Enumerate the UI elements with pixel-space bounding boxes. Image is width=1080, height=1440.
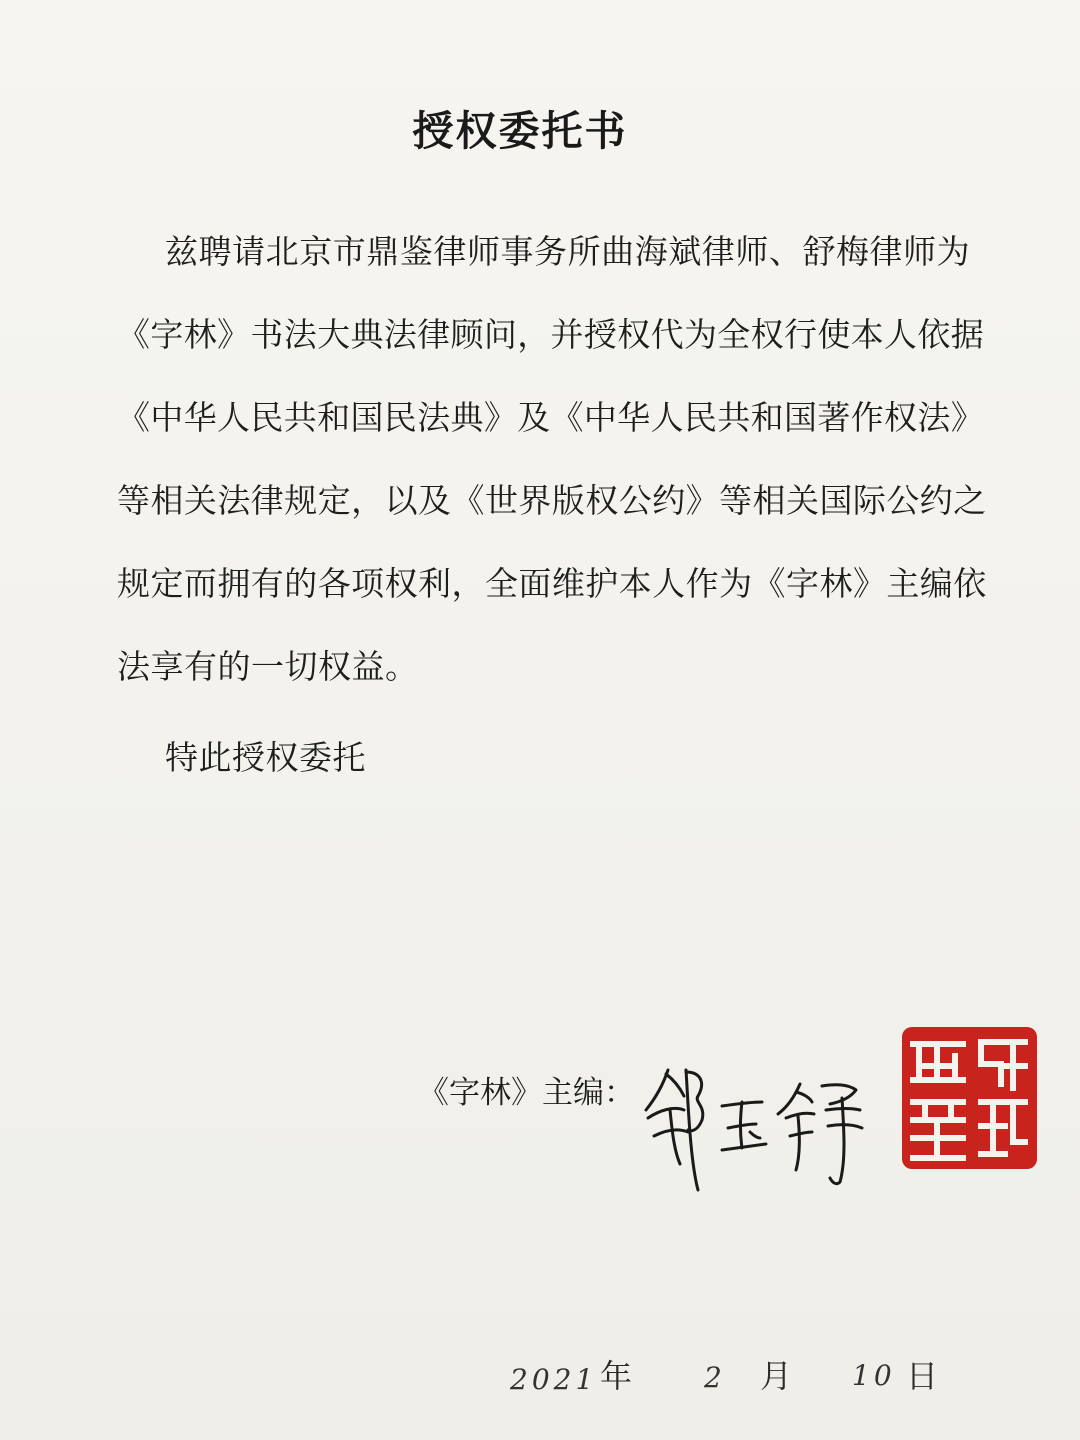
- body-line-5: 规定而拥有的各项权利，全面维护本人作为《字林》主编依: [117, 564, 987, 603]
- date-day-unit: 日: [906, 1357, 939, 1395]
- date-year-unit: 年: [600, 1357, 633, 1395]
- closing-text: 特此授权委托: [165, 738, 366, 777]
- handwritten-signature: [640, 1040, 880, 1200]
- body-line-1: 兹聘请北京市鼎鉴律师事务所曲海斌律师、舒梅律师为: [165, 232, 971, 271]
- body-line-3: 《中华人民共和国民法典》及《中华人民共和国著作权法》: [117, 398, 985, 437]
- signing-date: [0, 1348, 1080, 1408]
- body-line-2: 《字林》书法大典法律顾问，并授权代为全权行使本人依据: [117, 315, 985, 354]
- body-line-6: 法享有的一切权益。: [117, 647, 419, 686]
- date-day: 10: [852, 1359, 896, 1392]
- date-year: 2021: [510, 1363, 598, 1396]
- red-seal-stamp: [897, 1022, 1042, 1174]
- editor-label: 《字林》主编：: [418, 1075, 635, 1111]
- document-title: 授权委托书: [412, 107, 628, 155]
- date-month: 2: [704, 1361, 726, 1394]
- date-month-unit: 月: [760, 1357, 793, 1395]
- body-line-4: 等相关法律规定，以及《世界版权公约》等相关国际公约之: [117, 481, 987, 520]
